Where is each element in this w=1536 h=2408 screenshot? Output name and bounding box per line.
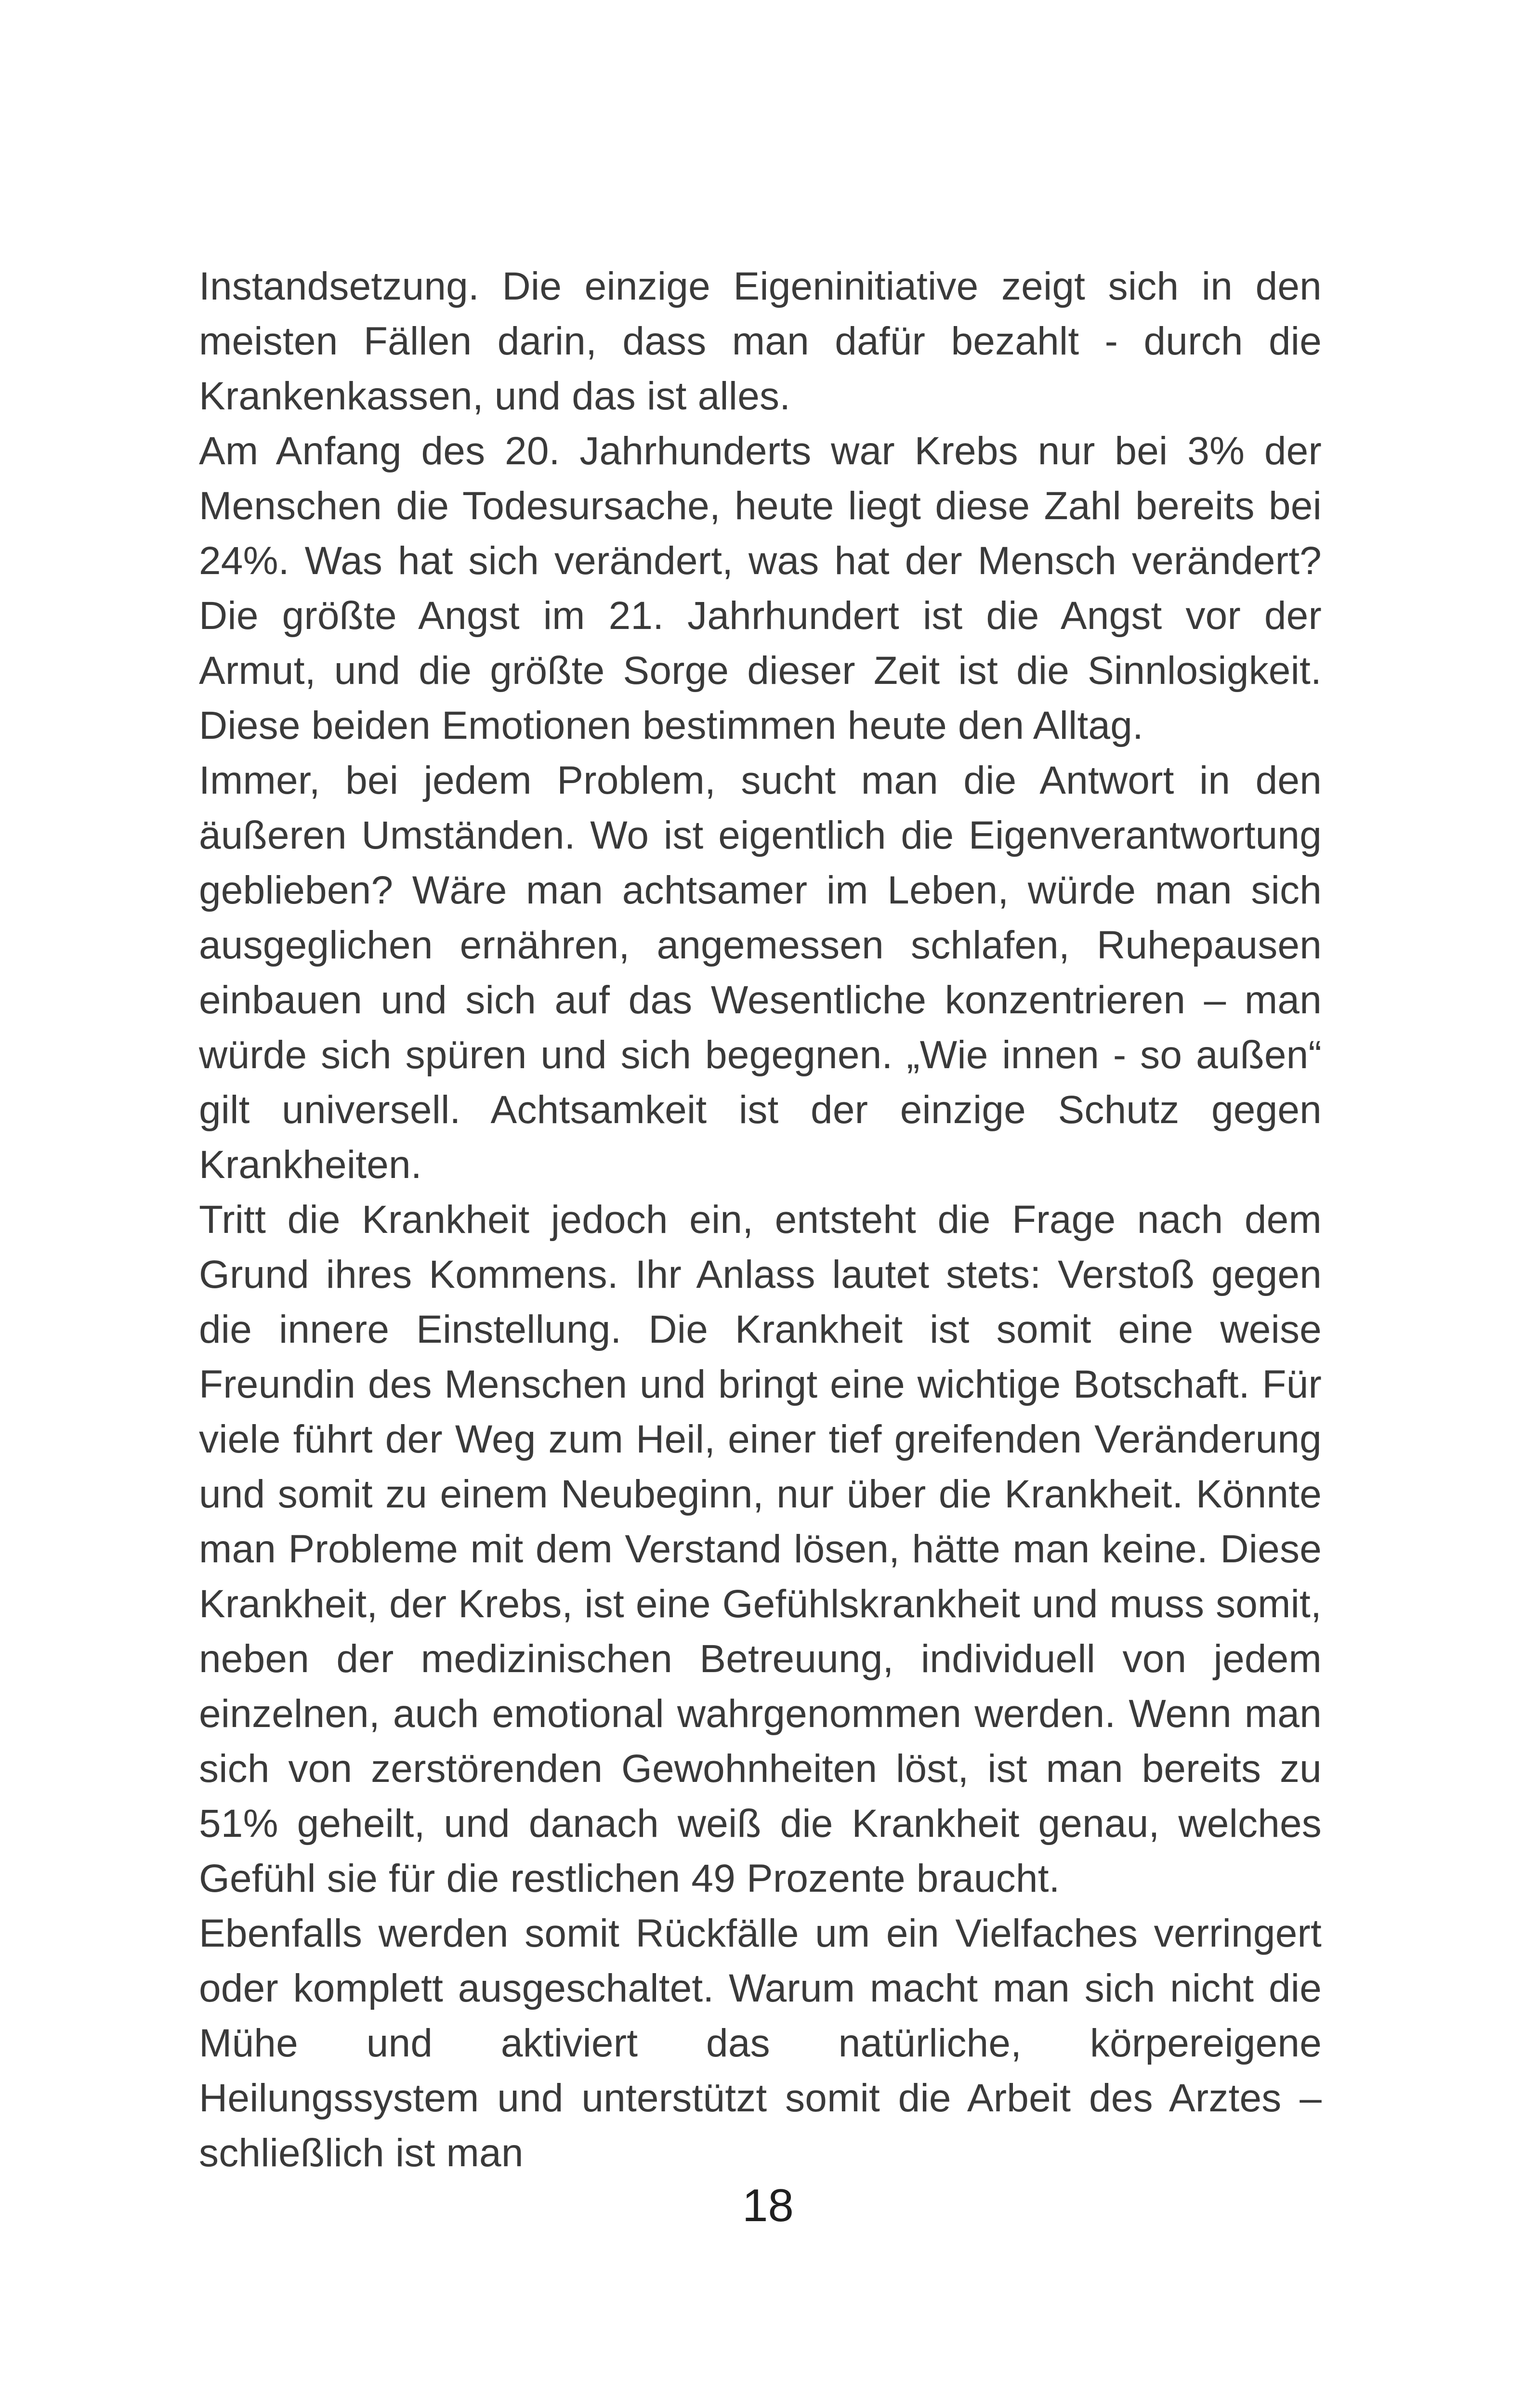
paragraph-4: Tritt die Krankheit jedoch ein, entsteht die Frage nach dem Grund ihres Kommens. Ihr Anlass lautet stets: Verstoß gegen die innere Einstellung. Die Krankheit ist somit eine weise Freundin des Menschen und bringt eine wichtige Botschaft. Für viele führt der Weg zum Heil, einer tief greifenden Veränderung und somit zu einem Neubeginn, nur über die Krankheit. Könnte man Probleme mit dem Verstand lösen, hätte man keine. Diese Krankheit, der Krebs, ist eine Gefühlskrankheit und muss somit, neben der medizinischen Betreuung, individuell von jedem einzelnen, auch emotional wahrgenommen werden. Wenn man sich von zerstörenden Gewohnheiten löst, ist man bereits zu 51% geheilt, und danach weiß die Krankheit genau, welches Gefühl sie für die restlichen 49 Prozente braucht.: [199, 1198, 1322, 1900]
paragraph-5: Ebenfalls werden somit Rückfälle um ein Vielfaches verringert oder komplett ausgeschaltet. Warum macht man sich nicht die Mühe und aktiviert das natürliche, körpereigene Heilungssystem und unterstützt somit die Arbeit des Arztes – schließlich ist man: [199, 1911, 1322, 2175]
page-body-text: [199, 259, 1322, 2181]
paragraph-1: Instandsetzung. Die einzige Eigeninitiative zeigt sich in den meisten Fällen darin, dass man dafür bezahlt - durch die Krankenkassen, und das ist alles.: [199, 264, 1322, 418]
paragraph-3: Immer, bei jedem Problem, sucht man die Antwort in den äußeren Umständen. Wo ist eigentlich die Eigenverantwortung geblieben? Wäre man achtsamer im Leben, würde man sich ausgeglichen ernähren, angemessen schlafen, Ruhepausen einbauen und sich auf das Wesentliche konzentrieren – man würde sich spüren und sich begegnen. „Wie innen - so außen“ gilt universell. Achtsamkeit ist der einzige Schutz gegen Krankheiten.: [199, 759, 1322, 1187]
paragraph-2: Am Anfang des 20. Jahrhunderts war Krebs nur bei 3% der Menschen die Todesursache, heute liegt diese Zahl bereits bei 24%. Was hat sich verändert, was hat der Mensch verändert? Die größte Angst im 21. Jahrhundert ist die Angst vor der Armut, und die größte Sorge dieser Zeit ist die Sinnlosigkeit. Diese beiden Emotionen bestimmen heute den Alltag.: [199, 429, 1322, 747]
page-number: 18: [742, 2180, 794, 2231]
